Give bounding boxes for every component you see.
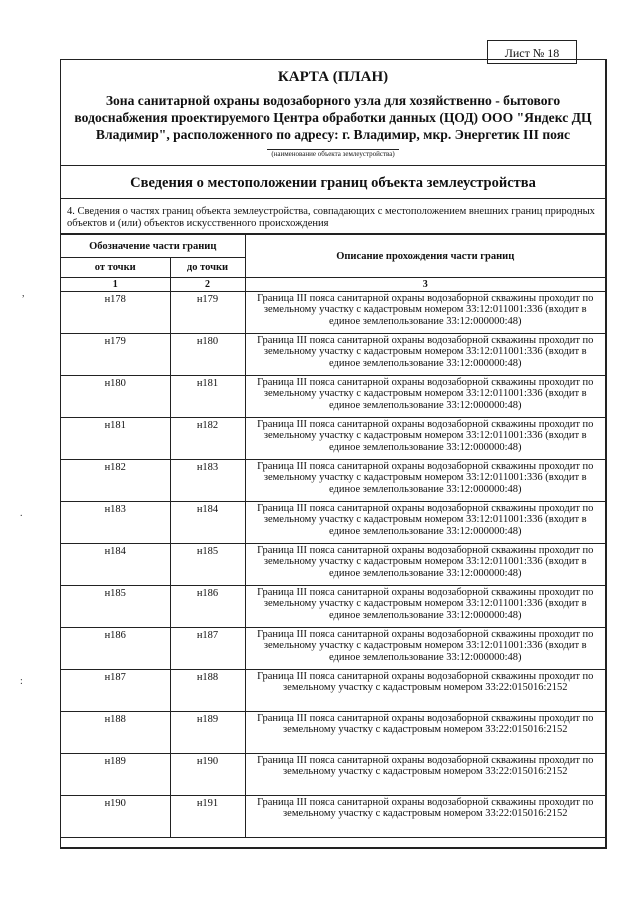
description-cell: Граница III пояса санитарной охраны водозаборной скважины проходит по земельному участку с кадастровым номером 33:12:011001:336 (входит в единое землепользование 33:12:000000:48)	[245, 292, 605, 334]
to-point-cell: н185	[170, 544, 245, 586]
table-row	[61, 754, 605, 796]
to-point-cell: н183	[170, 460, 245, 502]
table-row	[61, 376, 605, 418]
subsection-heading: 4. Сведения о частях границ объекта землеустройства, совпадающих с местоположением внешних границ природных объектов и (или) объектов искусственного происхождения	[61, 199, 605, 234]
to-point-cell: н189	[170, 712, 245, 754]
table-row	[61, 334, 605, 376]
from-point-cell: н187	[61, 670, 170, 712]
from-point-cell: н185	[61, 586, 170, 628]
header-from-point: от точки	[61, 258, 170, 278]
from-point-cell: н184	[61, 544, 170, 586]
map-title: КАРТА (ПЛАН)	[277, 69, 389, 85]
from-point-cell: н181	[61, 418, 170, 460]
to-point-cell: н180	[170, 334, 245, 376]
to-point-cell: н179	[170, 292, 245, 334]
margin-mark: :	[20, 676, 23, 687]
to-point-cell: н190	[170, 754, 245, 796]
description-cell: Граница III пояса санитарной охраны водозаборной скважины проходит по земельному участку с кадастровым номером 33:12:011001:336 (входит в единое землепользование 33:12:000000:48)	[245, 502, 605, 544]
table-row	[61, 712, 605, 754]
section-title: Сведения о местоположении границ объекта землеустройства	[61, 166, 605, 199]
from-point-cell: н186	[61, 628, 170, 670]
table-row	[61, 796, 605, 838]
zone-title: Зона санитарной охраны водозаборного узла для хозяйственно - бытового водоснабжения проектируемого Центра обработки данных (ЦОД) ООО "Яндекс ДЦ Владимир", расположенного по адресу: г. Владимир, мкр. Энергетик III пояс	[74, 93, 592, 142]
to-point-cell: н182	[170, 418, 245, 460]
margin-mark: ,	[22, 288, 25, 299]
to-point-cell: н181	[170, 376, 245, 418]
description-cell: Граница III пояса санитарной охраны водозаборной скважины проходит по земельному участку с кадастровым номером 33:22:015016:2152	[245, 754, 605, 796]
description-cell: Граница III пояса санитарной охраны водозаборной скважины проходит по земельному участку с кадастровым номером 33:12:011001:336 (входит в единое землепользование 33:12:000000:48)	[245, 376, 605, 418]
description-cell: Граница III пояса санитарной охраны водозаборной скважины проходит по земельному участку с кадастровым номером 33:12:011001:336 (входит в единое землепользование 33:12:000000:48)	[245, 628, 605, 670]
from-point-cell: н179	[61, 334, 170, 376]
to-point-cell: н184	[170, 502, 245, 544]
table-row	[61, 628, 605, 670]
to-point-cell: н187	[170, 628, 245, 670]
description-cell: Граница III пояса санитарной охраны водозаборной скважины проходит по земельному участку с кадастровым номером 33:12:011001:336 (входит в единое землепользование 33:12:000000:48)	[245, 586, 605, 628]
header-boundary-parts: Обозначение части границ	[61, 235, 245, 258]
from-point-cell: н190	[61, 796, 170, 838]
table-row	[61, 586, 605, 628]
description-cell: Граница III пояса санитарной охраны водозаборной скважины проходит по земельному участку с кадастровым номером 33:12:011001:336 (входит в единое землепользование 33:12:000000:48)	[245, 334, 605, 376]
from-point-cell: н183	[61, 502, 170, 544]
object-caption: (наименование объекта землеустройства)	[267, 149, 398, 159]
column-number-1: 1	[61, 278, 170, 292]
table-row	[61, 418, 605, 460]
description-cell: Граница III пояса санитарной охраны водозаборной скважины проходит по земельному участку с кадастровым номером 33:12:011001:336 (входит в единое землепользование 33:12:000000:48)	[245, 460, 605, 502]
margin-mark: .	[20, 508, 23, 519]
table-row	[61, 460, 605, 502]
from-point-cell: н189	[61, 754, 170, 796]
to-point-cell: н191	[170, 796, 245, 838]
from-point-cell: н178	[61, 292, 170, 334]
description-cell: Граница III пояса санитарной охраны водозаборной скважины проходит по земельному участку с кадастровым номером 33:22:015016:2152	[245, 670, 605, 712]
description-cell: Граница III пояса санитарной охраны водозаборной скважины проходит по земельному участку с кадастровым номером 33:22:015016:2152	[245, 796, 605, 838]
sheet-number-label: Лист № 18	[487, 40, 577, 64]
boundary-parts-table	[61, 234, 605, 838]
description-cell: Граница III пояса санитарной охраны водозаборной скважины проходит по земельному участку с кадастровым номером 33:22:015016:2152	[245, 712, 605, 754]
to-point-cell: н186	[170, 586, 245, 628]
description-cell: Граница III пояса санитарной охраны водозаборной скважины проходит по земельному участку с кадастровым номером 33:12:011001:336 (входит в единое землепользование 33:12:000000:48)	[245, 544, 605, 586]
description-cell: Граница III пояса санитарной охраны водозаборной скважины проходит по земельному участку с кадастровым номером 33:12:011001:336 (входит в единое землепользование 33:12:000000:48)	[245, 418, 605, 460]
from-point-cell: н188	[61, 712, 170, 754]
from-point-cell: н180	[61, 376, 170, 418]
header-to-point: до точки	[170, 258, 245, 278]
from-point-cell: н182	[61, 460, 170, 502]
to-point-cell: н188	[170, 670, 245, 712]
header-description: Описание прохождения части границ	[245, 235, 605, 278]
table-row	[61, 292, 605, 334]
document-frame	[60, 59, 607, 849]
table-row	[61, 544, 605, 586]
column-number-2: 2	[170, 278, 245, 292]
title-block	[61, 60, 605, 166]
column-number-3: 3	[245, 278, 605, 292]
table-row	[61, 670, 605, 712]
table-row	[61, 502, 605, 544]
